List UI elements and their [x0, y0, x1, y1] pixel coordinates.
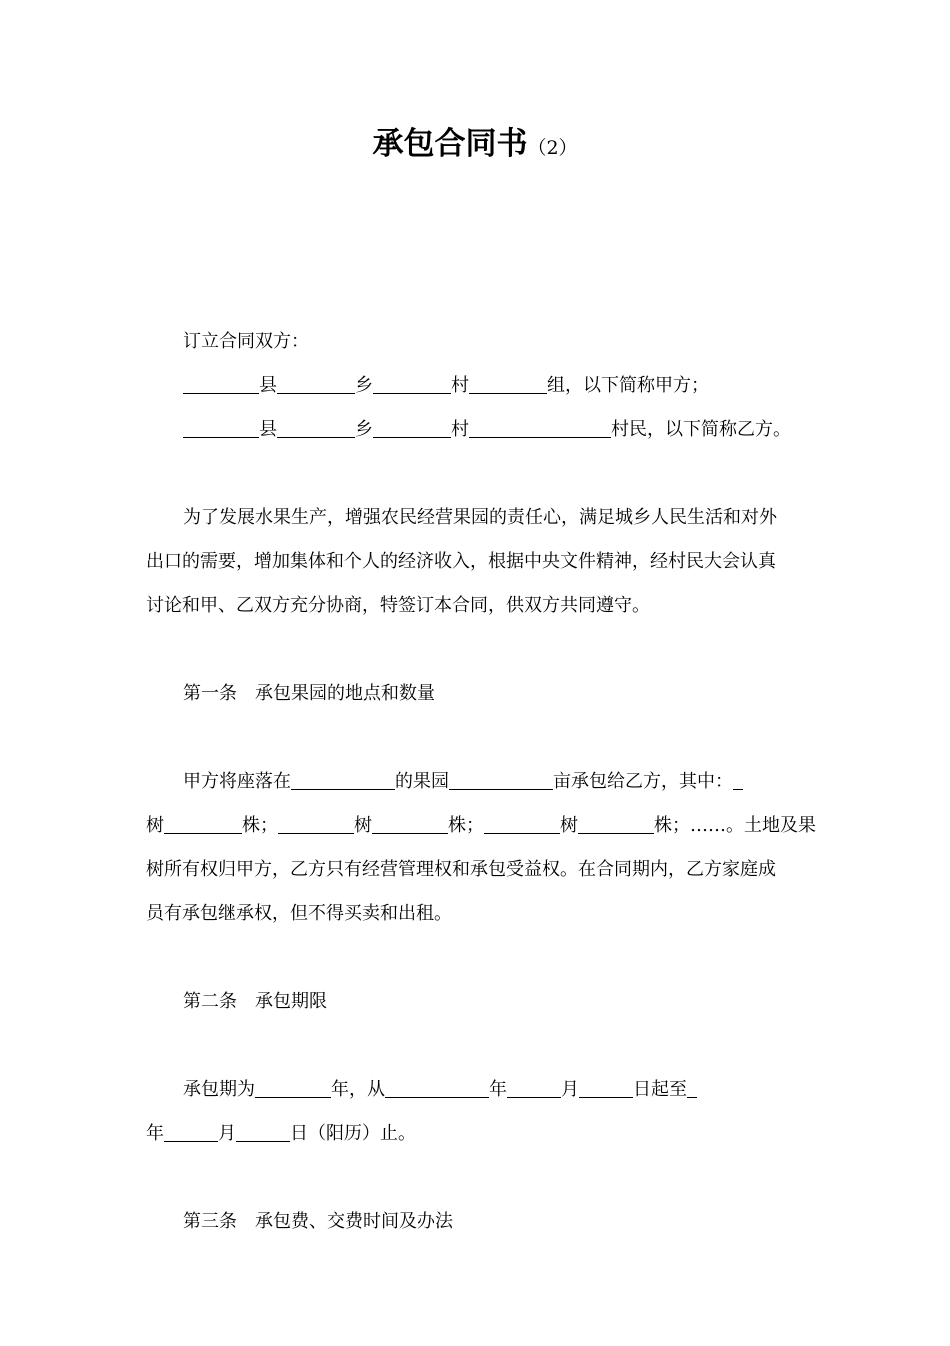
- article-1-line-3: 树所有权归甲方，乙方只有经营管理权和承包受益权。在合同期内，乙方家庭成: [146, 859, 776, 880]
- article-2-heading: 第二条 承包期限: [183, 991, 327, 1012]
- purpose-line-1: 为了发展水果生产，增强农民经营果园的责任心，满足城乡人民生活和对外: [183, 507, 777, 528]
- title-suffix: （2）: [527, 137, 578, 159]
- intro-line: 订立合同双方：: [183, 331, 309, 352]
- article-1-line-2: 树 株； 树 株； 树 株；……。土地及果: [146, 815, 816, 836]
- article-1-heading: 第一条 承包果园的地点和数量: [183, 683, 435, 704]
- purpose-line-3: 讨论和甲、乙双方充分协商，特签订本合同，供双方共同遵守。: [146, 595, 650, 616]
- article-1-line-4: 员有承包继承权，但不得买卖和出租。: [146, 903, 452, 924]
- party-a-line: 县 乡 村 组，以下简称甲方；: [183, 374, 709, 398]
- article-1-line-1: 甲方将座落在 的果园 亩承包给乙方，其中：: [183, 770, 743, 794]
- article-2-line-2: 年 月 日（阳历）止。: [146, 1123, 416, 1144]
- title-text: 承包合同书: [372, 126, 528, 162]
- article-2-line-1: 承包期为 年，从 年 月 日起至: [183, 1078, 697, 1102]
- article-3-heading: 第三条 承包费、交费时间及办法: [183, 1211, 453, 1232]
- document-title: [0, 118, 950, 163]
- purpose-line-2: 出口的需要，增加集体和个人的经济收入，根据中央文件精神，经村民大会认真: [146, 551, 776, 572]
- party-b-line: 县 乡 村 村民，以下简称乙方。: [183, 418, 791, 442]
